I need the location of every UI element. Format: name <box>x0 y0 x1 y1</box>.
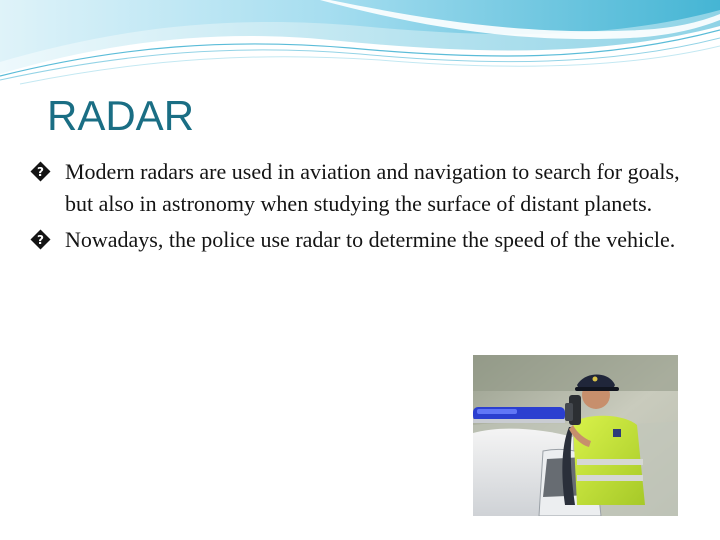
missing-glyph-icon <box>30 229 51 250</box>
missing-glyph-icon <box>30 161 51 182</box>
svg-text:?: ? <box>37 233 44 247</box>
bullet-item <box>30 156 685 220</box>
bullet-text: Nowadays, the police use radar to determine the speed of the vehicle. <box>65 227 676 252</box>
police-radar-photo <box>473 355 678 516</box>
slide-title: RADAR <box>47 92 195 139</box>
bullet-item <box>30 224 685 256</box>
header-wave-banner <box>0 0 720 90</box>
svg-text:?: ? <box>37 165 44 179</box>
bullet-list <box>30 156 685 260</box>
bullet-text: Modern radars are used in aviation and navigation to search for goals, but also in astronomy when studying the surface of distant planets. <box>65 159 680 216</box>
